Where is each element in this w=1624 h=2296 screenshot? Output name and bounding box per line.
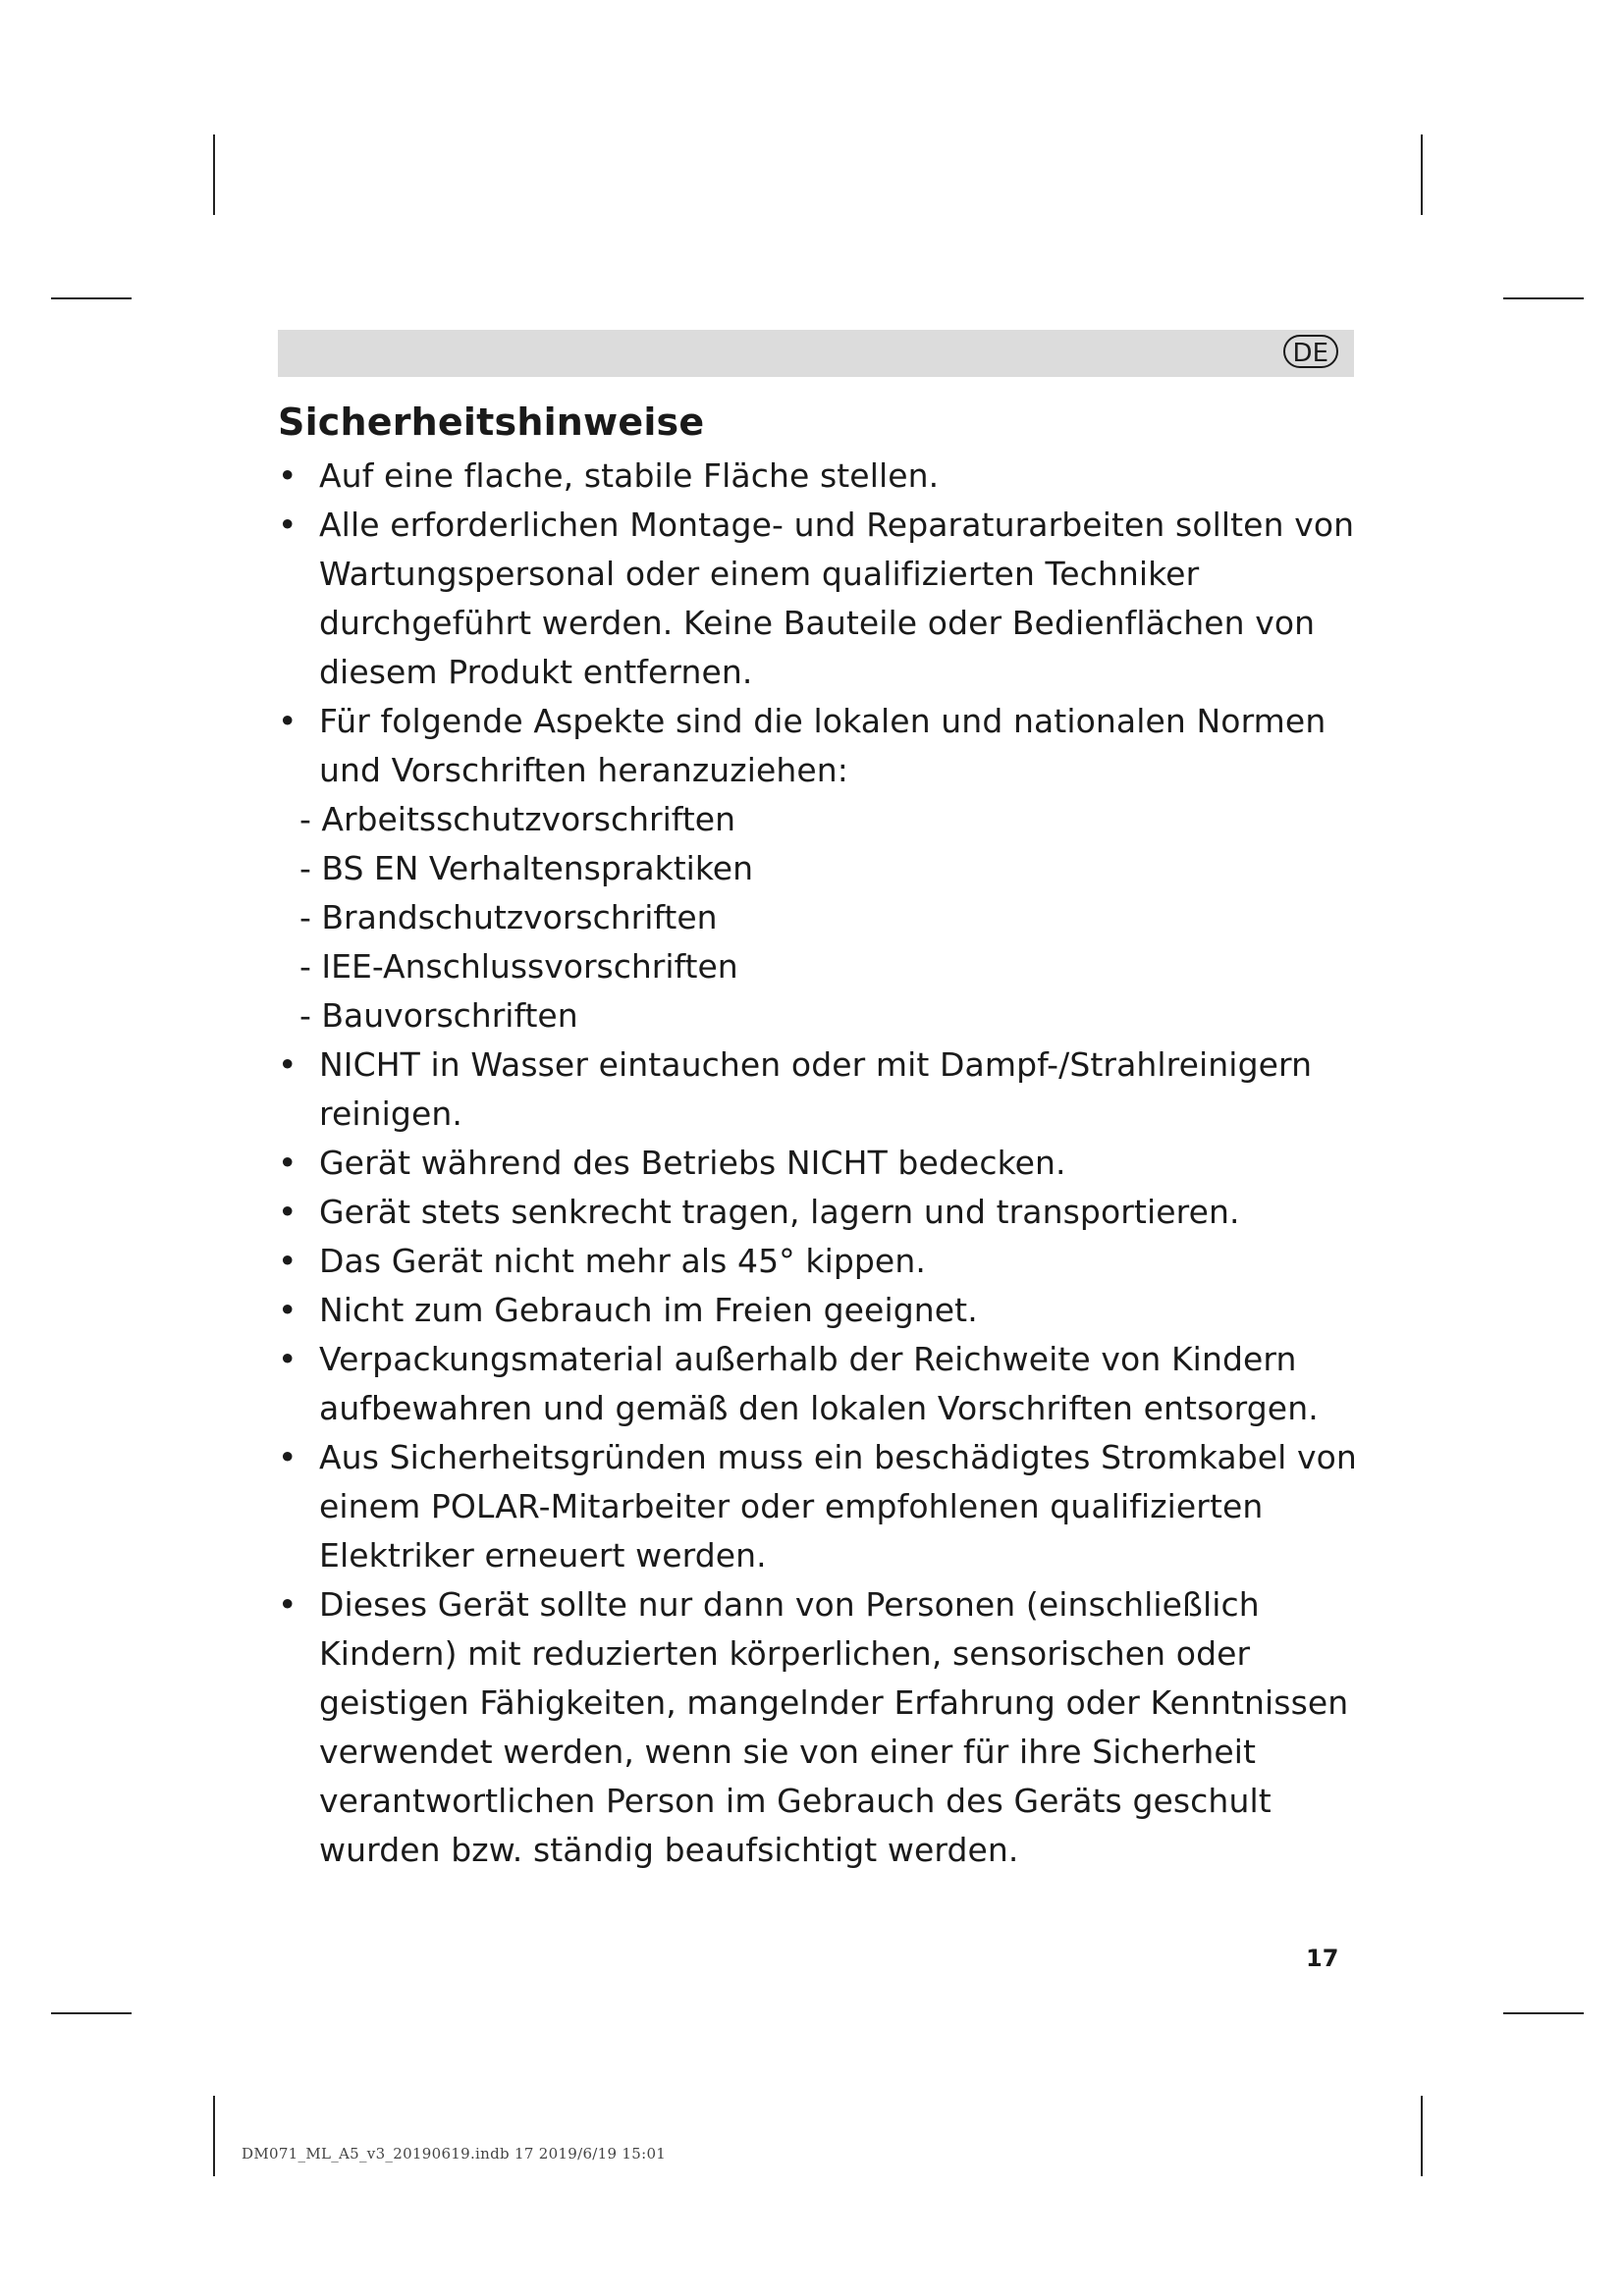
- bullet-icon: •: [278, 1193, 298, 1231]
- bullet-icon: •: [278, 456, 298, 495]
- language-badge: DE: [1283, 335, 1338, 368]
- crop-mark-top-left: [213, 134, 215, 215]
- bullet-icon: •: [278, 506, 298, 544]
- list-item-text: NICHT in Wasser eintauchen oder mit Dampf-/Strahlreinigern reinigen.: [319, 1045, 1313, 1133]
- regulations-sublist: [278, 795, 1378, 1041]
- list-item: [278, 1237, 1378, 1286]
- list-item-text: Aus Sicherheitsgründen muss ein beschädigtes Stromkabel von einem POLAR-Mitarbeiter oder empfohlenen qualifizierten Elektriker erneuert werden.: [319, 1438, 1357, 1575]
- bullet-icon: •: [278, 1242, 298, 1280]
- crop-mark-left-lower: [51, 2012, 132, 2014]
- bullet-icon: •: [278, 1340, 298, 1378]
- list-item-text: Gerät während des Betriebs NICHT bedecken.: [319, 1144, 1066, 1182]
- sublist-item: - IEE-Anschlussvorschriften: [299, 947, 738, 986]
- list-item: [278, 697, 1378, 795]
- bullet-list: [278, 452, 1378, 795]
- crop-mark-bottom-right: [1421, 2096, 1423, 2176]
- list-item-text: Das Gerät nicht mehr als 45° kippen.: [319, 1242, 926, 1280]
- list-item: [278, 1433, 1378, 1580]
- list-item: [278, 1041, 1378, 1139]
- list-item: [278, 1286, 1378, 1335]
- section-title: Sicherheitshinweise: [278, 400, 705, 444]
- bullet-icon: •: [278, 702, 298, 740]
- crop-mark-left-upper: [51, 297, 132, 299]
- bullet-list-continued: [278, 1041, 1378, 1875]
- list-item-text: Alle erforderlichen Montage- und Reparaturarbeiten sollten von Wartungspersonal oder einem qualifizierten Techniker durchgeführt werden. Keine Bauteile oder Bedienflächen von diesem Produkt entfernen.: [319, 506, 1355, 691]
- bullet-icon: •: [278, 1585, 298, 1624]
- list-item-text: Auf eine flache, stabile Fläche stellen.: [319, 456, 940, 495]
- crop-mark-bottom-left: [213, 2096, 215, 2176]
- list-item: [278, 452, 1378, 501]
- safety-section: [278, 397, 1378, 1875]
- list-item: [278, 1580, 1378, 1875]
- bullet-icon: •: [278, 1291, 298, 1329]
- list-item-text: Nicht zum Gebrauch im Freien geeignet.: [319, 1291, 978, 1329]
- list-item: [278, 1139, 1378, 1188]
- list-item-text: Für folgende Aspekte sind die lokalen und nationalen Normen und Vorschriften heranzuziehen:: [319, 702, 1326, 789]
- print-slug: DM071_ML_A5_v3_20190619.indb 17 2019/6/19 15:01: [242, 2145, 667, 2163]
- sublist-item: - Arbeitsschutzvorschriften: [299, 800, 735, 838]
- sublist-item: - Bauvorschriften: [299, 996, 578, 1035]
- sublist-item: - BS EN Verhaltenspraktiken: [299, 849, 753, 887]
- sublist-item: - Brandschutzvorschriften: [299, 898, 718, 936]
- bullet-icon: •: [278, 1438, 298, 1476]
- list-item: [278, 501, 1378, 697]
- crop-mark-right-upper: [1503, 297, 1584, 299]
- bullet-icon: •: [278, 1045, 298, 1084]
- crop-mark-top-right: [1421, 134, 1423, 215]
- list-item: [278, 1188, 1378, 1237]
- crop-mark-right-lower: [1503, 2012, 1584, 2014]
- list-item-text: Verpackungsmaterial außerhalb der Reichweite von Kindern aufbewahren und gemäß den lokalen Vorschriften entsorgen.: [319, 1340, 1319, 1427]
- list-item-text: Dieses Gerät sollte nur dann von Personen (einschließlich Kindern) mit reduzierten körperlichen, sensorischen oder geistigen Fähigkeiten, mangelnder Erfahrung oder Kenntnissen verwendet werden, wenn sie von einer für ihre Sicherheit verantwortlichen Person im Gebrauch des Geräts geschult wurden bzw. ständig beaufsichtigt werden.: [319, 1585, 1349, 1869]
- list-item-text: Gerät stets senkrecht tragen, lagern und transportieren.: [319, 1193, 1240, 1231]
- page-number: 17: [1306, 1945, 1339, 1972]
- header-band: [278, 330, 1354, 377]
- list-item: [278, 1335, 1378, 1433]
- bullet-icon: •: [278, 1144, 298, 1182]
